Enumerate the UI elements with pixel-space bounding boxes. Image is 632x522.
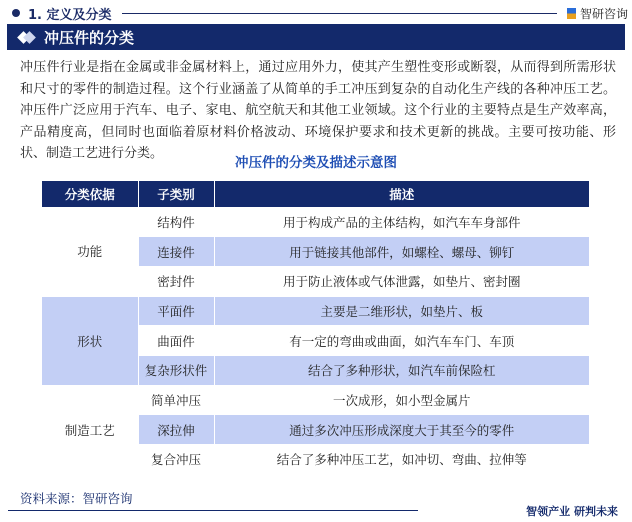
intro-paragraph: 冲压件行业是指在金属或非金属材料上，通过应用外力，使其产生塑性变形或断裂，从而得到所需形状和尺寸的零件的制造过程。这个行业涵盖了从简单的手工冲压到复杂的自动化生产线的各种冲压工艺。冲压件广泛应用于汽车、电子、家电、航空航天和其他工业领域。这个行业的主要特点是生产效率高，产品精度高，但同时也面临着原材料价格波动、环境保护要求和技术更新的挑战。主要可按功能、形状、制造工艺进行分类。 [20,60,616,161]
logo-icon [567,8,576,19]
subcategory-cell: 连接件 [138,237,214,267]
description-cell: 有一定的弯曲或曲面，如汽车车门、车顶 [214,326,590,356]
source-note: 资料来源：智研咨询 [20,491,133,506]
footer-divider [8,510,418,511]
section-title: 1. 定义及分类 [28,7,112,23]
brand-name: 智研咨询 [579,6,628,21]
table-title: 冲压件的分类及描述示意图 [235,155,397,171]
subcategory-cell: 平面件 [138,296,214,326]
slogan: 智领产业 研判未来 [526,505,618,518]
subcategory-cell: 简单冲压 [138,385,214,415]
bullet-icon [12,9,20,17]
description-cell: 用于构成产品的主体结构，如汽车车身部件 [214,207,590,237]
description-cell: 用于链接其他部件，如螺栓、螺母、铆钉 [214,237,590,267]
divider [122,13,557,14]
banner-title: 冲压件的分类 [44,28,135,47]
description-cell: 一次成形，如小型金属片 [214,385,590,415]
subcategory-cell: 复杂形状件 [138,355,214,385]
group-cell: 功能 [42,207,138,296]
brand-logo [567,5,628,22]
table-row [42,385,590,415]
subcategory-cell: 深拉伸 [138,415,214,445]
group-cell: 制造工艺 [42,385,138,474]
header-subcategory: 子类别 [138,181,214,207]
description-cell: 主要是二维形状，如垫片、板 [214,296,590,326]
subcategory-cell: 密封件 [138,266,214,296]
header-description: 描述 [214,181,590,207]
group-cell: 形状 [42,296,138,385]
description-cell: 用于防止液体或气体泄露，如垫片、密封圈 [214,266,590,296]
banner [7,24,625,50]
subcategory-cell: 复合冲压 [138,445,214,475]
description-cell: 通过多次冲压形成深度大于其至今的零件 [214,415,590,445]
section-header [8,2,628,24]
table-row [42,296,590,326]
table-row [42,207,590,237]
subcategory-cell: 结构件 [138,207,214,237]
header-basis: 分类依据 [42,181,138,207]
subcategory-cell: 曲面件 [138,326,214,356]
description-cell: 结合了多种形状，如汽车前保险杠 [214,355,590,385]
classification-table [42,181,590,475]
description-cell: 结合了多种冲压工艺，如冲切、弯曲、拉伸等 [214,445,590,475]
